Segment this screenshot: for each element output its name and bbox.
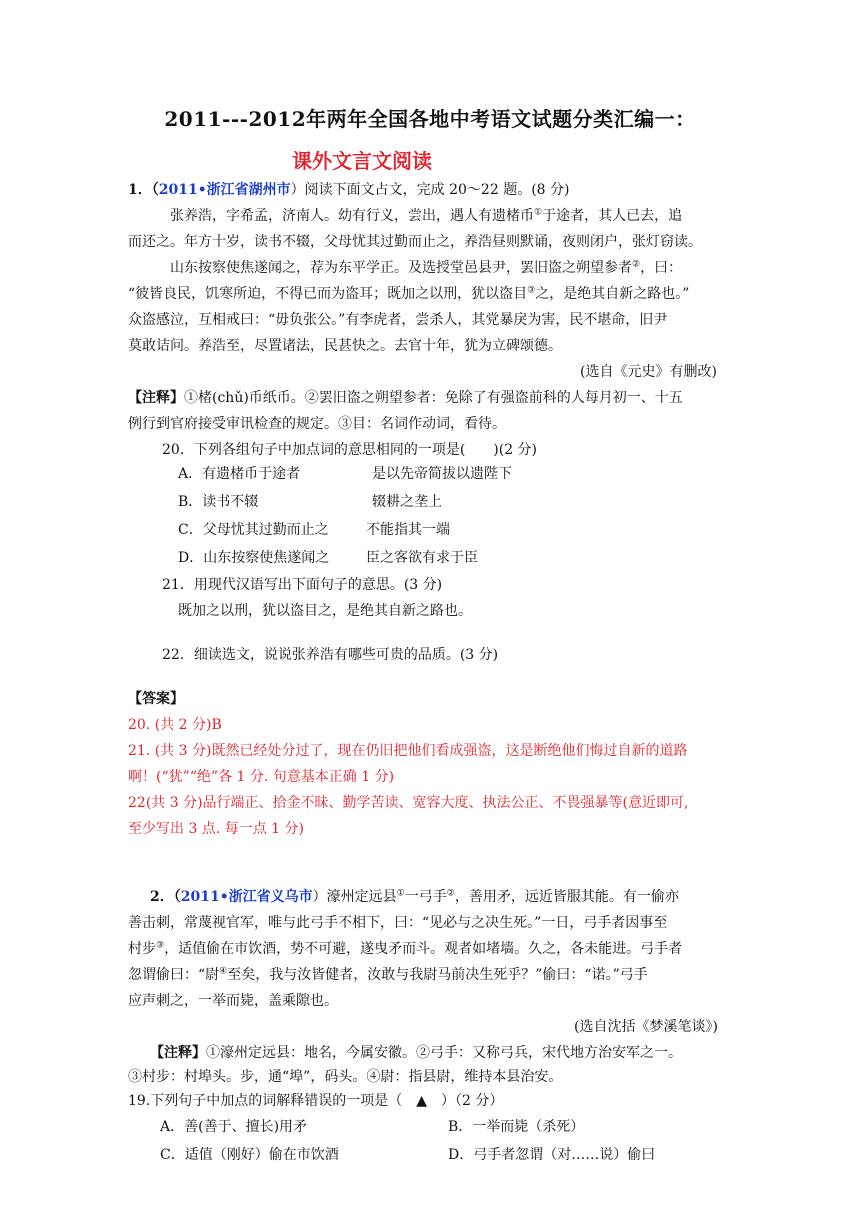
answer-21-line: 21. (共 3 分)既然已经处分过了，现在仍旧把他们看成强盗，这是断绝他们悔过自新的道路 — [128, 743, 688, 759]
q20-option-d: D．山东按察使焦遂闻之 — [178, 550, 330, 566]
q20-option-a-compare: 是以先帝简拔以遗陛下 — [372, 466, 512, 482]
answer-22-line: 22(共 3 分)品行端正、拾金不昧、勤学苦读、宽容大度、执法公正、不畏强暴等(意近即可, — [128, 795, 689, 811]
text-span: 山东按察使焦遂闻之，荐为东平学正。及选授堂邑县尹，罢旧盗之朔望参者 — [170, 260, 632, 276]
q20-option-c-compare: 不能指其一端 — [366, 522, 450, 538]
q21-sentence: 既加之以刑，犹以盗目之，是绝其自新之路也。 — [178, 603, 472, 619]
text-span: ，曰： — [640, 260, 683, 276]
answer-20: 20. (共 2 分)B — [128, 717, 222, 733]
text-span: 一弓手 — [404, 889, 447, 905]
answer-22-line: 至少写出 3 点. 每一点 1 分) — [128, 821, 304, 837]
q1-passage-line — [170, 205, 682, 227]
q20-option-c: C．父母忧其过勤而止之 — [178, 522, 329, 538]
q19-option-c: C．适值（刚好）偷在市饮酒 — [160, 1147, 339, 1163]
q1-citation: (选自《元史》有删改) — [580, 364, 717, 380]
q20-option-d-compare: 臣之客欲有求于臣 — [366, 550, 478, 566]
q22-stem: 22．细读选文，说说张养浩有哪些可贵的品质。(3 分) — [162, 647, 499, 663]
q2-citation: (选自沈括《梦溪笔谈》) — [574, 1019, 718, 1035]
text-span: 村步 — [128, 941, 156, 957]
text-span: ）濠州定远县 — [312, 889, 397, 905]
note-text: ①楮(chǔ)币纸币。②罢旧盗之朔望参者：免除了有强盗前科的人每月初一、十五 — [184, 390, 683, 406]
q19-option-d: D．弓手者忽谓（对……说）偷曰 — [448, 1147, 656, 1163]
answer-label: 【答案】 — [128, 691, 184, 707]
q20-option-b-compare: 辍耕之垄上 — [372, 494, 442, 510]
footnote-marker: ① — [396, 888, 405, 899]
text-span: 至矣，我与汝皆健者，汝敢与我尉马前决生死乎？”偷曰：“诺。”弓手 — [227, 967, 648, 983]
text-span: ，善用矛，远近皆服其能。有一偷亦 — [454, 889, 679, 905]
text-span: 忽谓偷曰：“尉 — [128, 967, 220, 983]
page-title: 2011---2012年两年全国各地中考语文试题分类汇编一： — [164, 107, 696, 131]
q2-passage-line — [150, 886, 679, 908]
q19-stem: 19.下列句子中加点的词解释错误的一项是（ ▲ ）（2 分） — [128, 1093, 504, 1109]
q19-option-a: A．善(善于、擅长)用矛 — [160, 1119, 308, 1135]
text-span: 之，是绝其自新之路也。” — [535, 286, 690, 302]
footnote-marker: ② — [446, 888, 455, 899]
text-span: 张养浩，字希孟，济南人。幼有行义，尝出，遇人有遗楮币 — [170, 208, 534, 224]
q1-header — [128, 179, 569, 201]
q2-number: 2．（ — [150, 889, 181, 905]
q1-passage-line: 众盗感泣，互相戒曰：“毋负张公。”有李虎者，尝杀人，其党暴戾为害，民不堪命，旧尹 — [128, 312, 668, 328]
q1-source: 2011•浙江省湖州市 — [158, 182, 291, 198]
q19-option-b: B．一举而毙（杀死） — [448, 1119, 585, 1135]
q2-passage-line: 善击刺，常蔑视官军，唯与此弓手不相下，曰：“见必与之决生死。”一日，弓手者因事至 — [128, 915, 668, 931]
text-span: ，适值偷在市饮酒，势不可避，遂曳矛而斗。观者如堵墙。久之，各未能进。弓手者 — [164, 941, 683, 957]
q1-passage-line — [128, 283, 689, 305]
text-span: “彼皆良民，饥寒所迫，不得已而为盗耳；既加之以刑，犹以盗目 — [128, 286, 528, 302]
q20-stem: 20．下列各组句子中加点词的意思相同的一项是( )(2 分) — [162, 442, 538, 458]
q2-passage-line: 应声刺之，一举而毙，盖乘隙也。 — [128, 993, 338, 1009]
note-label: 【注释】 — [128, 390, 184, 406]
q20-option-a: A．有遗楮币于途者 — [178, 466, 301, 482]
footnote-marker: ③ — [527, 285, 536, 296]
q1-passage-line: 莫敢诘问。养浩至，尽置诸法，民甚快之。去官十年，犹为立碑颂德。 — [128, 338, 562, 354]
q21-stem: 21．用现代汉语写出下面句子的意思。(3 分) — [162, 577, 443, 593]
page-subtitle: 课外文言文阅读 — [292, 149, 432, 173]
q1-intro: ）阅读下面文占文，完成 20～22 题。(8 分) — [290, 182, 570, 198]
footnote-marker: ① — [534, 207, 543, 218]
q2-passage-line — [128, 938, 682, 960]
q2-note-line — [150, 1042, 682, 1064]
note-text: ①濠州定远县：地名，今属安徽。②弓手：又称弓兵，宋代地方治安军之一。 — [206, 1045, 682, 1061]
footnote-marker: ④ — [219, 966, 228, 977]
note-label: 【注释】 — [150, 1045, 206, 1061]
q1-passage-line — [170, 257, 682, 279]
footnote-marker: ③ — [156, 940, 165, 951]
q1-note-line: 例行到官府接受审讯检查的规定。③目：名词作动词，看待。 — [128, 416, 506, 432]
footnote-marker: ② — [632, 259, 641, 270]
q1-number: 1．（ — [128, 182, 159, 198]
q1-note-line — [128, 387, 683, 409]
q2-note-line: ③村步：村埠头。步，通“埠”，码头。④尉：指县尉，维持本县治安。 — [128, 1069, 563, 1085]
text-span: 于途者，其人已去，追 — [542, 208, 683, 224]
answer-21-line: 啊！(“犹”“绝”各 1 分. 句意基本正确 1 分) — [128, 769, 395, 785]
q2-source: 2011•浙江省义乌市 — [180, 889, 313, 905]
q1-passage-line: 而还之。年方十岁，读书不辍，父母忧其过勤而止之，养浩昼则默诵，夜则闭户，张灯窃读。 — [128, 234, 702, 250]
q20-option-b: B．读书不辍 — [178, 494, 259, 510]
q2-passage-line — [128, 964, 648, 986]
